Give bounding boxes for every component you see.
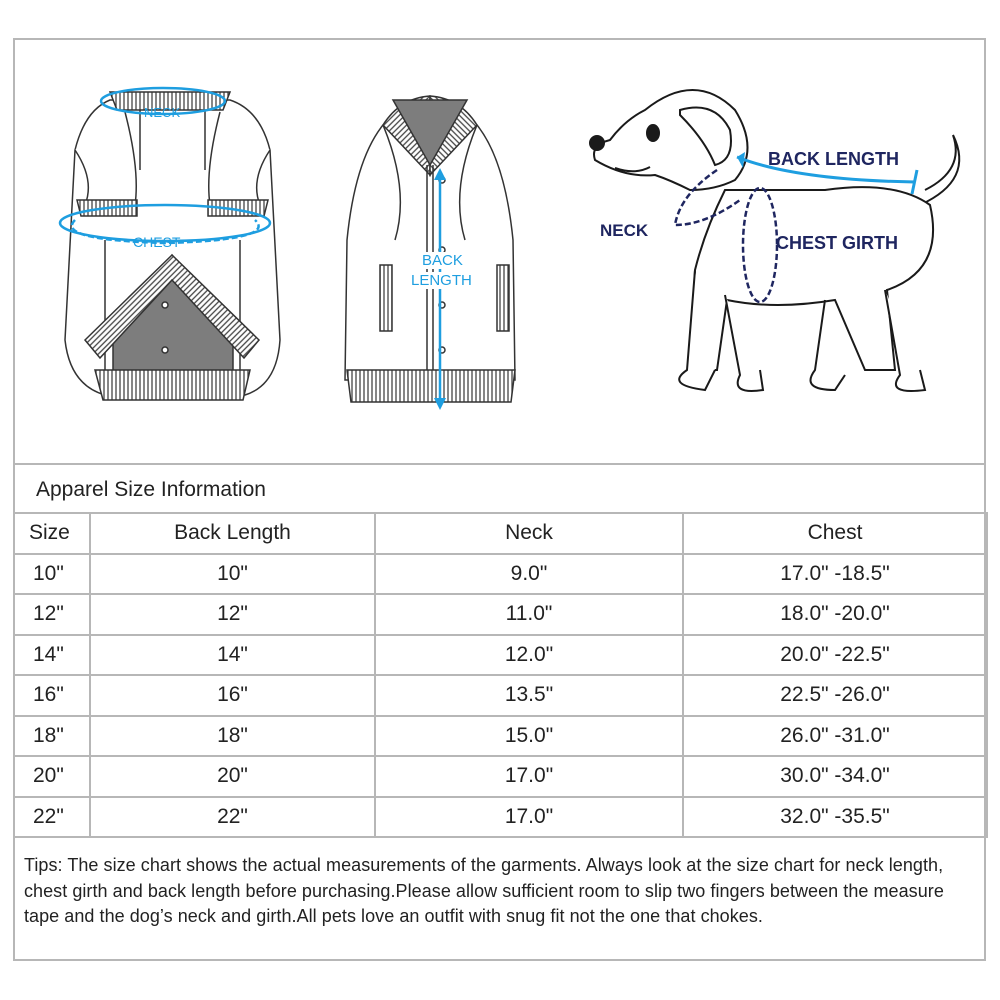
cell-back-length: 14"	[90, 635, 375, 676]
cell-chest: 26.0" -31.0"	[683, 716, 987, 757]
back-length-label-line1: BACK	[422, 252, 463, 269]
cell-chest: 17.0" -18.5"	[683, 554, 987, 595]
cell-size: 10"	[14, 554, 90, 595]
cell-back-length: 16"	[90, 675, 375, 716]
header-size: Size	[14, 513, 90, 554]
divider	[15, 463, 984, 465]
cell-neck: 13.5"	[375, 675, 683, 716]
table-row	[14, 554, 987, 595]
cell-size: 22"	[14, 797, 90, 838]
dog-chest-girth-label: CHEST GIRTH	[776, 233, 899, 253]
table-row	[14, 675, 987, 716]
cell-size: 18"	[14, 716, 90, 757]
cell-neck: 12.0"	[375, 635, 683, 676]
header-back-length: Back Length	[90, 513, 375, 554]
table-row	[14, 756, 987, 797]
cell-neck: 15.0"	[375, 716, 683, 757]
cell-back-length: 10"	[90, 554, 375, 595]
table-header-row	[14, 513, 987, 554]
dog-neck-label: NECK	[600, 221, 649, 240]
cell-chest: 32.0" -35.5"	[683, 797, 987, 838]
size-table	[13, 512, 988, 838]
back-garment-drawing	[345, 96, 515, 402]
cell-neck: 17.0"	[375, 797, 683, 838]
header-neck: Neck	[375, 513, 683, 554]
cell-size: 12"	[14, 594, 90, 635]
cell-chest: 22.5" -26.0"	[683, 675, 987, 716]
cell-size: 20"	[14, 756, 90, 797]
cell-back-length: 20"	[90, 756, 375, 797]
table-row	[14, 594, 987, 635]
cell-size: 14"	[14, 635, 90, 676]
cell-size: 16"	[14, 675, 90, 716]
cell-back-length: 18"	[90, 716, 375, 757]
dog-back-length-label: BACK LENGTH	[768, 149, 899, 169]
table-row	[14, 797, 987, 838]
table-row	[14, 716, 987, 757]
tips-text: Tips: The size chart shows the actual measurements of the garments. Always look at the size chart for neck length, chest girth and back length before purchasing.Please allow sufficient room to slip two fingers between the measure tape and the dog’s neck and girth.All pets love an outfit with snug fit not the one that chokes.	[24, 855, 944, 926]
cell-neck: 9.0"	[375, 554, 683, 595]
table-title: Apparel Size Information	[36, 478, 266, 501]
table-row	[14, 635, 987, 676]
front-neck-label: NECK	[144, 105, 181, 120]
cell-back-length: 12"	[90, 594, 375, 635]
front-chest-label: CHEST	[133, 234, 181, 250]
cell-chest: 18.0" -20.0"	[683, 594, 987, 635]
back-length-label-line2: LENGTH	[411, 272, 472, 289]
cell-chest: 20.0" -22.5"	[683, 635, 987, 676]
cell-neck: 11.0"	[375, 594, 683, 635]
illustration-area	[15, 40, 984, 464]
cell-back-length: 22"	[90, 797, 375, 838]
cell-chest: 30.0" -34.0"	[683, 756, 987, 797]
cell-neck: 17.0"	[375, 756, 683, 797]
header-chest: Chest	[683, 513, 987, 554]
